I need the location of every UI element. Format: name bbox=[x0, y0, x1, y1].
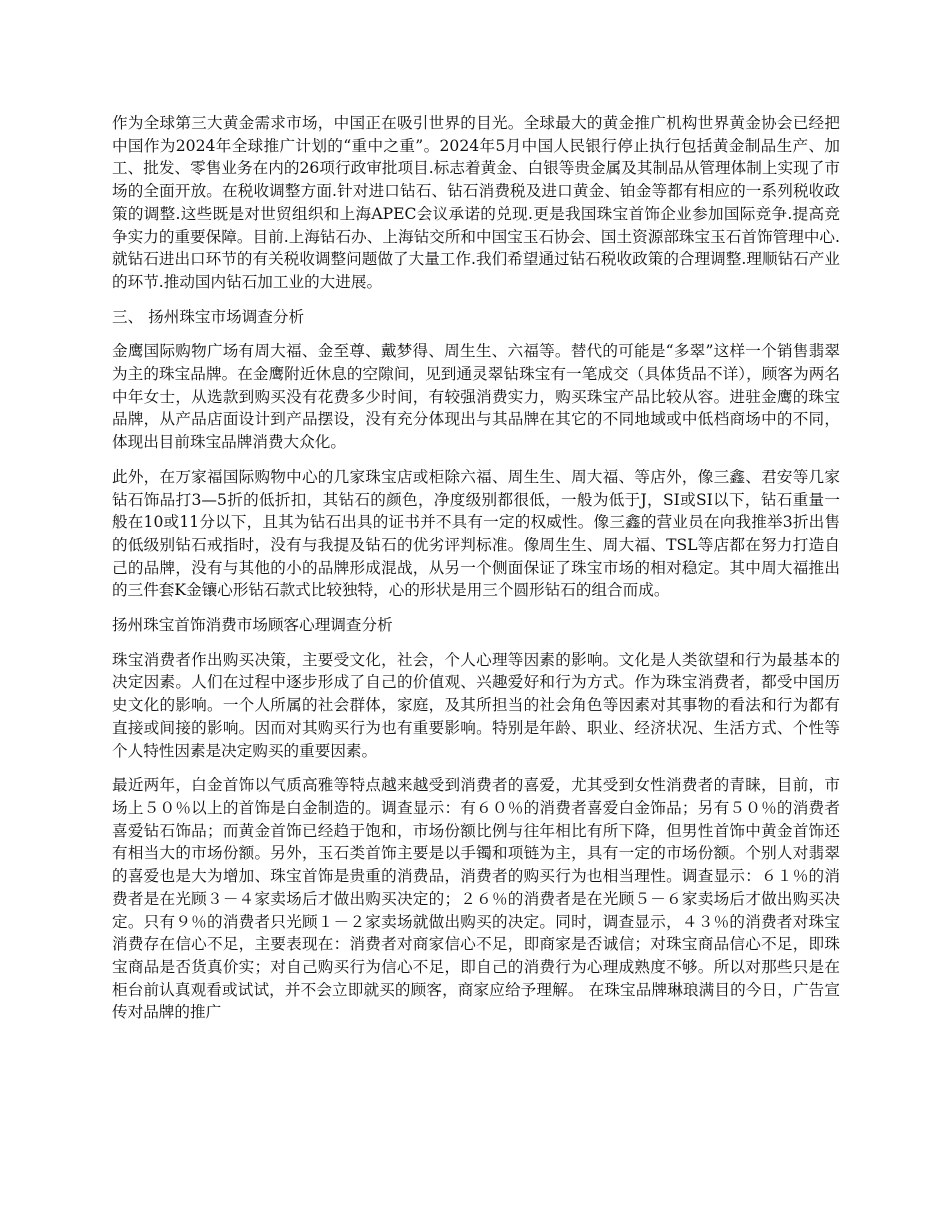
section-heading-consumer-psychology: 扬州珠宝首饰消费市场顾客心理调查分析 bbox=[112, 616, 393, 635]
paragraph-wanjiafu-center: 此外，在万家福国际购物中心的几家珠宝店或柜除六福、周生生、周大福、等店外，像三鑫、君安等几家钻石饰品打3—5折的低折扣，其钻石的颜色，净度级别都很低，一般为低于J，SI或SI以下，钻石重量一般在10或11分以下，且其为钻石出具的证书并不具有一定的权威性。像三鑫的营业员在向我推举3折出售的低级别钻石戒指时，没有与我提及钻石的优劣评判标准。像周生生、周大福、TSL等店都在努力打造自己的品牌，没有与其他的小的品牌形成混战，从另一个侧面保证了珠宝市场的相对稳定。其中周大福推出的三件套K金镶心形钻石款式比较独特，心的形状是用三个圆形钻石的组合而成。 bbox=[112, 467, 840, 600]
paragraph-consumer-factors: 珠宝消费者作出购买决策，主要受文化，社会，个人心理等因素的影响。文化是人类欲望和行为最基本的决定因素。人们在过程中逐步形成了自己的价值观、兴趣爱好和行为方式。作为珠宝消费者，都受中国历史文化的影响。一个人所属的社会群体，家庭，及其所担当的社会角色等因素对其事物的看法和行为都有直接或间接的影响。因而对其购买行为也有重要影响。特别是年龄、职业、经济状况、生活方式、个性等个人特性因素是决定购买的重要因素。 bbox=[112, 650, 840, 760]
paragraph-jinying-plaza: 金鹰国际购物广场有周大福、金至尊、戴梦得、周生生、六福等。替代的可能是“多翠”这样一个销售翡翠为主的珠宝品牌。在金鹰附近休息的空隙间，见到通灵翠钻珠宝有一笔成交（具体货品不详），顾客为两名中年女士，从选款到购买没有花费多少时间，有较强消费实力，购买珠宝产品比较从容。进驻金鹰的珠宝品牌，从产品店面设计到产品摆设，没有充分体现出与其品牌在其它的不同地域或中低档商场中的不同，体现出目前珠宝品牌消费大众化。 bbox=[112, 342, 840, 452]
paragraph-gold-market: 作为全球第三大黄金需求市场，中国正在吸引世界的目光。全球最大的黄金推广机构世界黄金协会已经把中国作为2024年全球推广计划的“重中之重”。2024年5月中国人民银行停止执行包括黄金制品生产、加工、批发、零售业务在内的26项行政审批项目.标志着黄金、白银等贵金属及其制品从管理体制上实现了市场的全面开放。在税收调整方面.针对进口钻石、钻石消费税及进口黄金、铂金等都有相应的一系列税收政策的调整.这些既是对世贸组织和上海APEC会议承诺的兑现.更是我国珠宝首饰企业参加国际竞争.提高竞争实力的重要保障。目前.上海钻石办、上海钻交所和中国宝玉石协会、国土资源部珠宝玉石首饰管理中心.就钻石进出口环节的有关税收调整问题做了大量工作.我们希望通过钻石税收政策的合理调整.理顺钻石产业的环节.推动国内钻石加工业的大进展。 bbox=[112, 114, 840, 291]
document-page bbox=[112, 112, 840, 1036]
section-heading-yangzhou-market: 三、 扬州珠宝市场调查分析 bbox=[112, 307, 305, 326]
paragraph-platinum-trends: 最近两年，白金首饰以气质高雅等特点越来越受到消费者的喜爱，尤其受到女性消费者的青睐，目前，市场上５０％以上的首饰是白金制造的。调查显示：有６０％的消费者喜爱白金饰品；另有５０％的消费者喜爱钻石饰品；而黄金首饰已经趋于饱和，市场份额比例与往年相比有所下降，但男性首饰中黄金首饰还有相当大的市场份额。另外，玉石类首饰主要是以手镯和项链为主，具有一定的市场份额。个别人对翡翠的喜爱也是大为增加、珠宝首饰是贵重的消费品，消费者的购买行为也相当理性。调查显示：６１％的消费者是在光顾３－４家卖场后才做出购买决定的；２６％的消费者是在光顾５－６家卖场后才做出购买决定。只有９％的消费者只光顾１－２家卖场就做出购买的决定。同时，调查显示，４３％的消费者对珠宝消费存在信心不足，主要表现在：消费者对商家信心不足，即商家是否诚信；对珠宝商品信心不足，即珠宝商品是否货真价实；对自己购买行为信心不足，即自己的消费行为心理成熟度不够。所以对那些只是在柜台前认真观看或试试，并不会立即就买的顾客，商家应给予理解。 在珠宝品牌琳琅满目的今日，广告宣传对品牌的推广 bbox=[112, 776, 840, 1022]
